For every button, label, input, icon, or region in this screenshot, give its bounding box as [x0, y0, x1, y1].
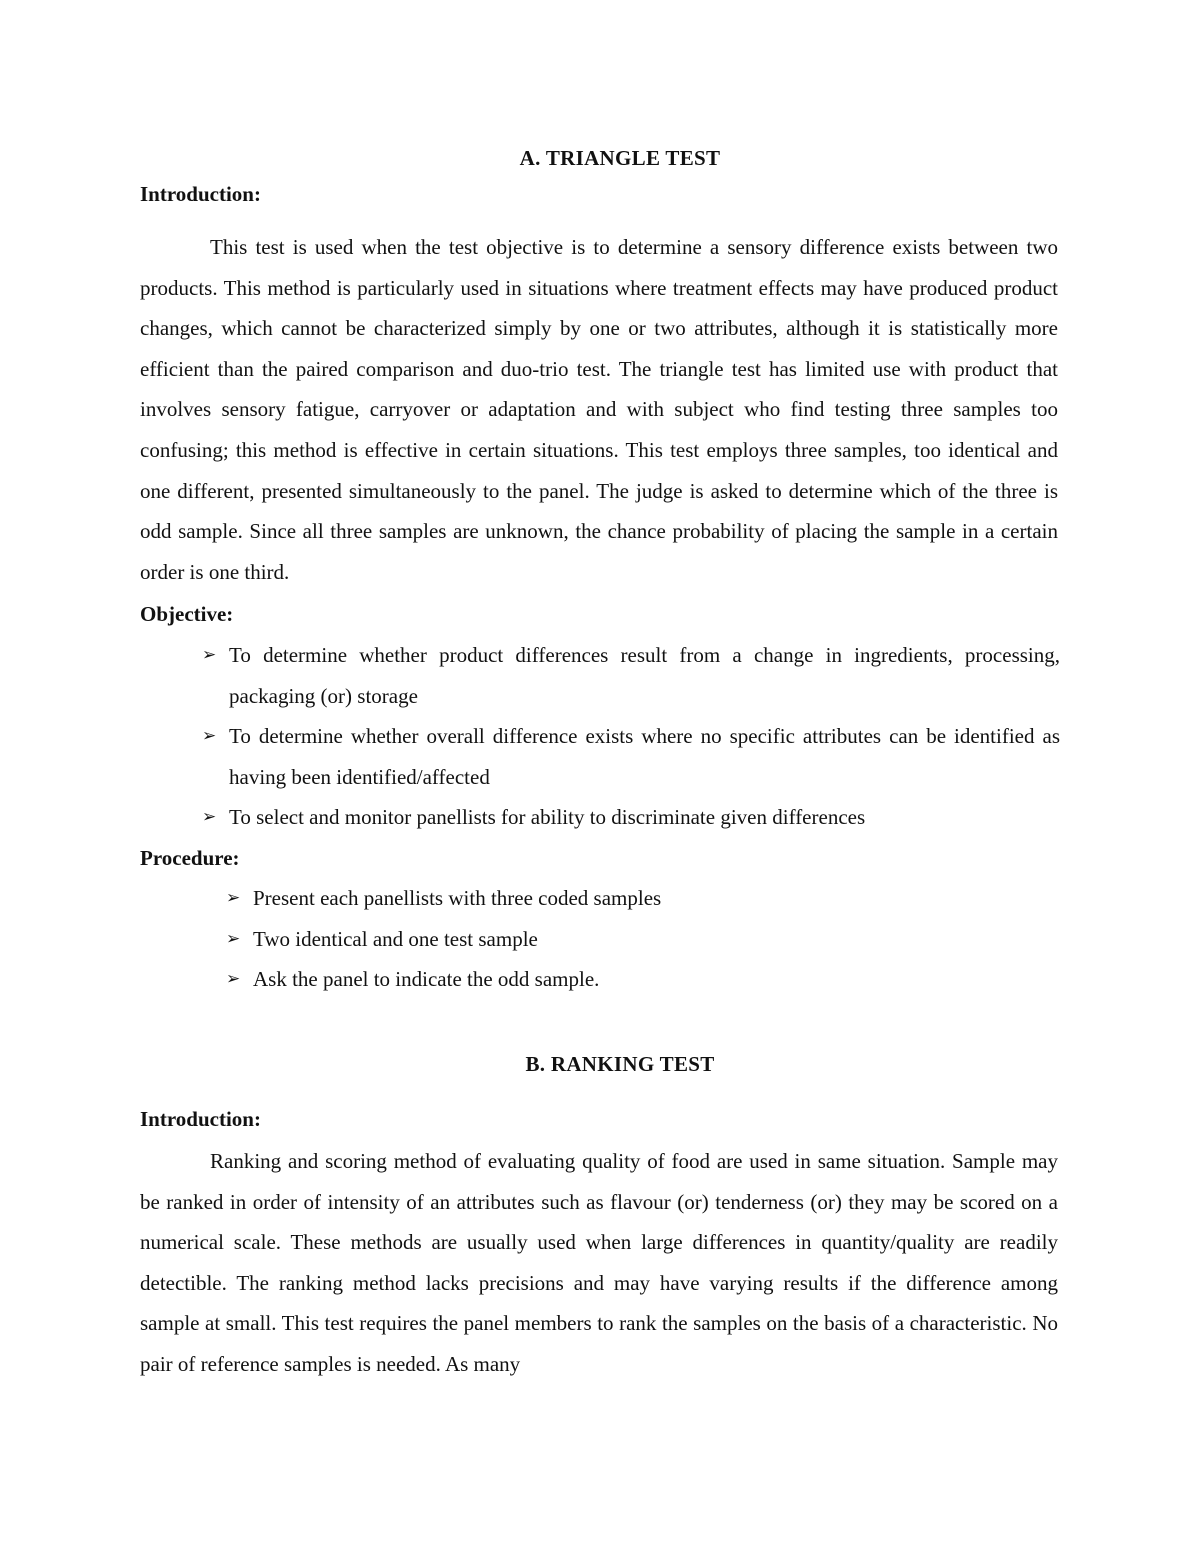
objective-text: To select and monitor panellists for ability to discriminate given differences — [229, 805, 866, 830]
arrowhead-bullet-icon: ➢ — [226, 969, 241, 990]
section-a-title: A. TRIANGLE TEST — [519, 146, 721, 170]
arrowhead-bullet-icon: ➢ — [226, 888, 241, 908]
section-a-procedure-heading: Procedure: — [140, 846, 240, 870]
document-page — [140, 0, 1060, 1553]
section-b-intro-paragraph: Ranking and scoring method of evaluating quality of food are used in same situation. Sample may be ranked in order of intensity of an attributes such as flavour (or) tenderness (or) they may be scored on a numerical scale. These methods are usually used when large differences in quantity/quality are readily detectible. The ranking method lacks precisions and may have varying results if the difference among sample at small. This test requires the panel members to rank the samples on the basis of a characteristic. No pair of reference samples is needed. As many — [140, 1149, 1058, 1376]
arrowhead-bullet-icon: ➢ — [202, 807, 217, 828]
section-a-objective-heading: Objective: — [140, 602, 234, 626]
arrowhead-bullet-icon: ➢ — [226, 928, 241, 949]
list-item — [226, 878, 1060, 919]
list-item — [202, 797, 1060, 838]
objective-text: To determine whether product differences result from a change in ingredients, processing, packaging (or) storage — [229, 643, 1060, 708]
section-a-intro-paragraph: This test is used when the test objective is to determine a sensory difference exists between two products. This method is particularly used in situations where treatment effects may have produced product changes, which cannot be characterized simply by one or two attributes, although it is statistically more efficient than the paired comparison and duo-trio test. The triangle test has limited use with product that involves sensory fatigue, carryover or adaptation and with subject who find testing three samples too confusing; this method is effective in certain situations. This test employs three samples, too identical and one different, presented simultaneously to the panel. The judge is asked to determine which of the three is odd sample. Since all three samples are unknown, the chance probability of placing the sample in a certain order is one third. — [140, 235, 1058, 584]
section-b-intro-heading: Introduction: — [140, 1107, 261, 1131]
list-item — [202, 716, 1060, 797]
list-item — [226, 919, 1060, 960]
list-item — [226, 959, 1060, 1000]
section-b-title: B. RANKING TEST — [525, 1052, 715, 1076]
procedure-text: Two identical and one test sample — [253, 926, 538, 951]
arrowhead-bullet-icon: ➢ — [202, 645, 217, 665]
objective-list — [202, 635, 1060, 838]
section-a-intro-heading: Introduction: — [140, 182, 261, 206]
procedure-text: Ask the panel to indicate the odd sample. — [253, 967, 600, 992]
list-item — [202, 635, 1060, 716]
procedure-text: Present each panellists with three coded samples — [253, 886, 662, 910]
arrowhead-bullet-icon: ➢ — [202, 726, 217, 747]
objective-text: To determine whether overall difference exists where no specific attributes can be identified as having been identified/affected — [229, 724, 1060, 789]
procedure-list — [226, 878, 1060, 1000]
